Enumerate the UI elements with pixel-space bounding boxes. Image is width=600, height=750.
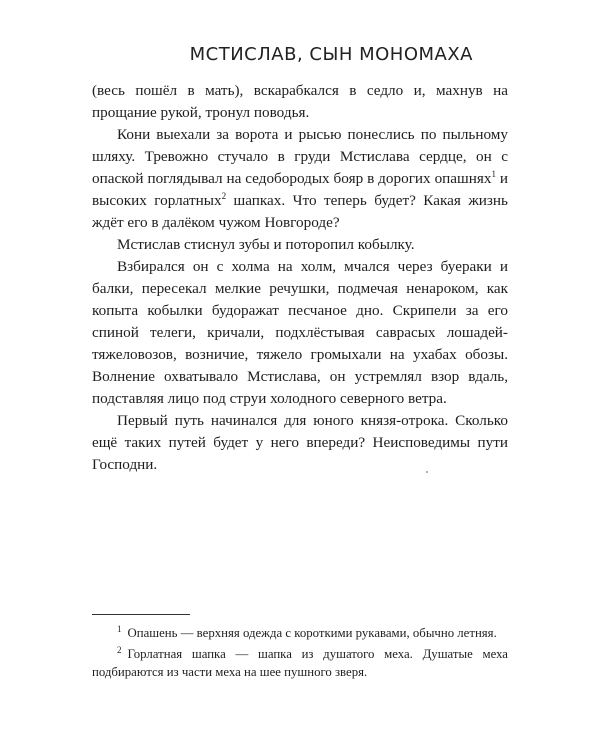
footnotes — [92, 624, 508, 684]
running-title: МСТИСЛАВ, СЫН МОНОМАХА — [189, 44, 473, 65]
paragraph-2-part-1: Кони выехали за ворота и рысью понеслись по пыльному шляху. Тревожно стучало в груди Мстислава сердце, он с опаской поглядывал на седобородых бояр в дорогих опашнях — [92, 126, 508, 187]
main-text — [92, 80, 508, 476]
footnote-1-text: Опашень — верхняя одежда с короткими рукавами, обычно летняя. — [127, 626, 497, 640]
footnote-1-number: 1 — [117, 623, 122, 634]
paragraph-4: Взбирался он с холма на холм, мчался через буераки и балки, пересекал мелкие речушки, подмечая ненароком, как копыта кобылки будоражат песчаное дно. Скрипели за его спиной телеги, кричали, подхлёстывая саврасых лошадей-тяжеловозов, возничие, тяжело громыхали на ухабах обозы. Волнение охватывало Мстислава, он устремлял взор вдаль, подставляя лицо под струи холодного северного ветра. — [92, 258, 508, 407]
footnote-2 — [92, 645, 508, 681]
footnote-2-text: Горлатная шапка — шапка из душатого меха. Душатые меха подбираются из части меха на шее пушного зверя. — [92, 647, 508, 679]
footnote-ref-1[interactable]: 1 — [491, 168, 496, 179]
footnote-divider — [92, 614, 190, 615]
paragraph-2 — [92, 124, 508, 234]
print-speck — [426, 471, 428, 473]
paragraph-5: Первый путь начинался для юного князя-отрока. Сколько ещё таких путей будет у него впереди? Неисповедимы пути Господни. — [92, 412, 508, 473]
paragraph-2-part-2: и высоких горлатных — [92, 170, 508, 209]
paragraph-1: (весь пошёл в мать), вскарабкался в седло и, махнув на прощание рукой, тронул поводья. — [92, 82, 508, 121]
footnote-ref-2[interactable]: 2 — [221, 190, 227, 201]
footnote-2-number: 2 — [117, 644, 122, 655]
footnote-1 — [92, 624, 508, 642]
paragraph-2-part-3: шапках. Что теперь будет? Какая жизнь ждёт его в далёком чужом Новгороде? — [92, 192, 508, 231]
paragraph-3: Мстислав стиснул зубы и поторопил кобылку. — [117, 236, 415, 253]
